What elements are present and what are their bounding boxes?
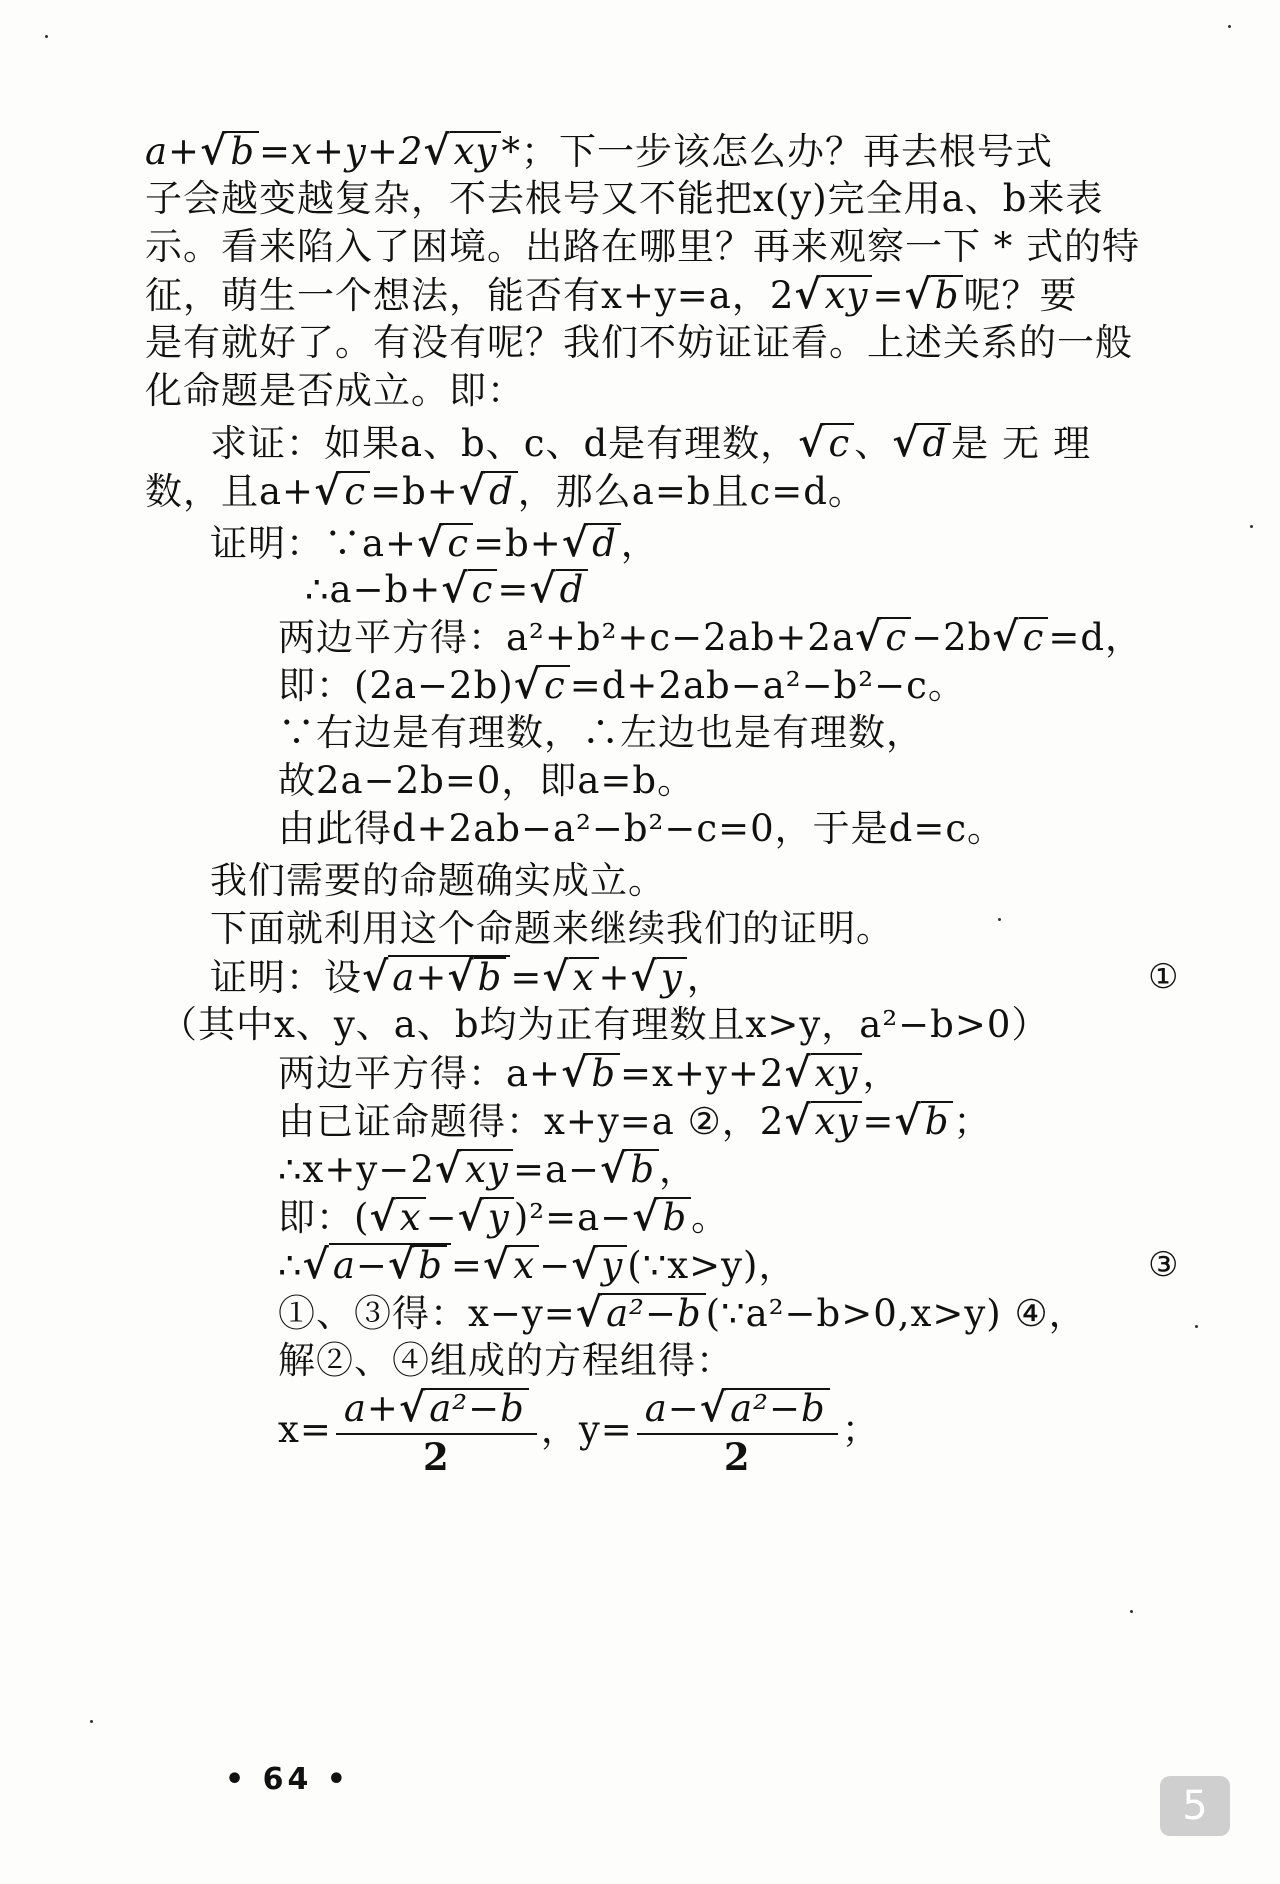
text-segment: 即：(2a−2b) [278, 664, 514, 707]
text-segment: 两边平方得：a²+b²+c−2ab+2a [278, 616, 856, 659]
text-segment: 呢？要 [963, 274, 1078, 317]
text-segment: ， [686, 956, 725, 999]
page-number: • 64 • [225, 1762, 350, 1797]
text-line-17 [210, 906, 894, 952]
text-line-9 [210, 520, 659, 567]
text-segment: =b+ [473, 522, 562, 565]
sqrt-expr: √xy [784, 1098, 862, 1145]
math-text: =x+y+2 [259, 130, 424, 173]
text-segment: 是无理 [951, 422, 1105, 465]
sqrt-expr: √b [904, 272, 963, 319]
scan-speck [1228, 25, 1231, 28]
text-segment: 化命题是否成立。即： [145, 369, 525, 412]
sqrt-expr: √d [562, 520, 621, 567]
sqrt-expr: √xy [784, 1050, 862, 1097]
text-segment: 即：( [278, 1196, 370, 1239]
text-segment: = [862, 1100, 895, 1143]
text-line-25 [278, 1290, 1087, 1337]
text-segment: ∴a−b+ [305, 568, 442, 611]
scan-speck [1250, 525, 1253, 528]
text-line-20 [278, 1050, 900, 1097]
text-segment: =b+ [370, 470, 459, 513]
sqrt-expr: √xy [423, 128, 501, 175]
sqrt-expr: √b [200, 128, 259, 175]
text-line-4 [145, 272, 1077, 319]
sqrt-expr: √y [631, 954, 687, 1001]
solution-fractions [278, 1384, 880, 1479]
text-segment: 证明：设 [210, 956, 362, 999]
text-segment: 示。看来陷入了困境。出路在哪里？再来观察一下 * 式的特 [145, 225, 1141, 268]
text-line-22 [278, 1146, 697, 1193]
text-line-15 [278, 806, 1005, 852]
text-segment: = [497, 568, 530, 611]
equation-number-1: ① [1148, 957, 1179, 997]
text-line-24 [278, 1242, 796, 1289]
fraction-y: $\frac{\text{a−√a²−b}}{2}$ [637, 1386, 838, 1479]
sqrt-expr: √d [459, 468, 518, 515]
text-line-5 [145, 320, 1133, 366]
text-segment: ， [620, 522, 659, 565]
scan-speck [1130, 1610, 1133, 1613]
text-segment: 数，且a+ [145, 470, 315, 513]
sqrt-expr: √xy [794, 272, 872, 319]
text-segment: ； [953, 1100, 992, 1143]
text-segment: = [510, 956, 543, 999]
text-segment: 由已证命题得：x+y=a ②，2 [278, 1100, 785, 1143]
text-segment: 我们需要的命题确实成立。 [210, 859, 666, 902]
sqrt-expr: √a+√b [362, 954, 510, 1001]
text-line-10 [305, 566, 588, 613]
scan-speck [998, 918, 1001, 921]
text-segment: =a− [512, 1148, 601, 1191]
text-line-11 [278, 614, 1143, 661]
text-segment: 两边平方得：a+ [278, 1052, 562, 1095]
text-line-26 [278, 1338, 734, 1384]
text-segment: 是有就好了。有没有呢？我们不妨证证看。上述关系的一般 [145, 321, 1133, 364]
text-segment: =x+y+2 [620, 1052, 785, 1095]
scan-speck [90, 1720, 93, 1723]
text-segment: 由此得d+2ab−a²−b²−c=0，于是d=c。 [278, 807, 1006, 850]
text-line-21 [278, 1098, 991, 1145]
text-line-23 [278, 1194, 729, 1241]
sqrt-expr: √c [441, 566, 497, 613]
sqrt-expr: √c [417, 520, 473, 567]
text-segment: =d， [1048, 616, 1144, 659]
text-segment: 、 [854, 422, 893, 465]
text-line-8 [145, 468, 866, 515]
text-line-13 [278, 710, 924, 756]
sqrt-expr: √d [529, 566, 588, 613]
sqrt-expr: √x [369, 1194, 425, 1241]
text-segment: )²=a− [513, 1196, 633, 1239]
text-segment: （其中x、y、a、b均为正有理数且x>y，a²−b>0） [160, 1003, 1050, 1046]
text-segment: ∴x+y−2 [278, 1148, 435, 1191]
text-segment: ， [862, 1052, 901, 1095]
text-segment: 子会越变越复杂，不去根号又不能把x(y)完全用a、b来表 [145, 177, 1104, 220]
text-segment: 。 [691, 1196, 730, 1239]
text-segment: 解②、④组成的方程组得： [278, 1339, 734, 1382]
text-line-16 [210, 858, 666, 904]
text-segment: + [598, 956, 631, 999]
math-text: a+ [145, 130, 201, 173]
text-line-2 [145, 176, 1103, 222]
text-segment: 故2a−2b=0，即a=b。 [278, 759, 696, 802]
text-line-3 [145, 224, 1140, 270]
page-badge[interactable]: 5 [1160, 1776, 1230, 1836]
text-segment: ∵右边是有理数，∴左边也是有理数， [278, 711, 924, 754]
text-line-12 [278, 662, 966, 709]
text-segment: ，那么a=b且c=d。 [517, 470, 866, 513]
text-segment: − [539, 1244, 572, 1287]
sqrt-expr: √y [571, 1242, 627, 1289]
sqrt-expr: √b [561, 1050, 620, 1097]
text-line-1 [145, 128, 1053, 175]
text-segment: 下面就利用这个命题来继续我们的证明。 [210, 907, 894, 950]
sqrt-expr: √c [514, 662, 570, 709]
text-line-14 [278, 758, 695, 804]
sqrt-expr: √b [632, 1194, 691, 1241]
equation-number-3: ③ [1148, 1245, 1179, 1285]
text-segment: −2b [911, 616, 993, 659]
sqrt-expr: √a²−b [576, 1290, 706, 1337]
sqrt-expr: √c [798, 420, 854, 467]
text-line-7 [210, 420, 1104, 467]
sqrt-expr: √xy [435, 1146, 513, 1193]
sqrt-expr: √b [894, 1098, 953, 1145]
text-segment: ∴ [278, 1244, 303, 1287]
text-line-18 [210, 954, 725, 1001]
text-line-19 [160, 1002, 1049, 1048]
scan-speck [45, 35, 48, 38]
scan-speck [1195, 1325, 1198, 1328]
text-segment: 征，萌生一个想法，能否有x+y=a，2 [145, 274, 795, 317]
fraction-x: $\frac{\text{a+√a²−b}}{2}$ [336, 1386, 537, 1479]
sqrt-expr: √a−√b [303, 1242, 451, 1289]
text-segment: ，y= [540, 1408, 633, 1451]
text-segment: *；下一步该怎么办？再去根号式 [501, 130, 1053, 173]
text-segment: ①、③得：x−y= [278, 1292, 576, 1335]
sqrt-expr: √c [855, 614, 911, 661]
text-segment: (∵a²−b>0,x>y) ④， [705, 1292, 1087, 1335]
text-segment: = [872, 274, 905, 317]
sqrt-expr: √x [542, 954, 598, 1001]
text-segment: = [450, 1244, 483, 1287]
text-segment: 求证：如果a、b、c、d是有理数， [210, 422, 799, 465]
text-segment: =d+2ab−a²−b²−c。 [569, 664, 966, 707]
text-segment: (∵x>y)， [627, 1244, 797, 1287]
text-segment: ； [841, 1408, 880, 1451]
sqrt-expr: √d [892, 420, 951, 467]
text-line-6 [145, 368, 525, 414]
text-segment: 证明：∵a+ [210, 522, 418, 565]
sqrt-expr: √b [600, 1146, 659, 1193]
sqrt-expr: √c [314, 468, 370, 515]
sqrt-expr: √y [458, 1194, 514, 1241]
text-segment: ， [659, 1148, 697, 1191]
sqrt-expr: √c [992, 614, 1048, 661]
text-segment: x= [278, 1408, 332, 1451]
text-segment: − [425, 1196, 458, 1239]
sqrt-expr: √x [483, 1242, 539, 1289]
